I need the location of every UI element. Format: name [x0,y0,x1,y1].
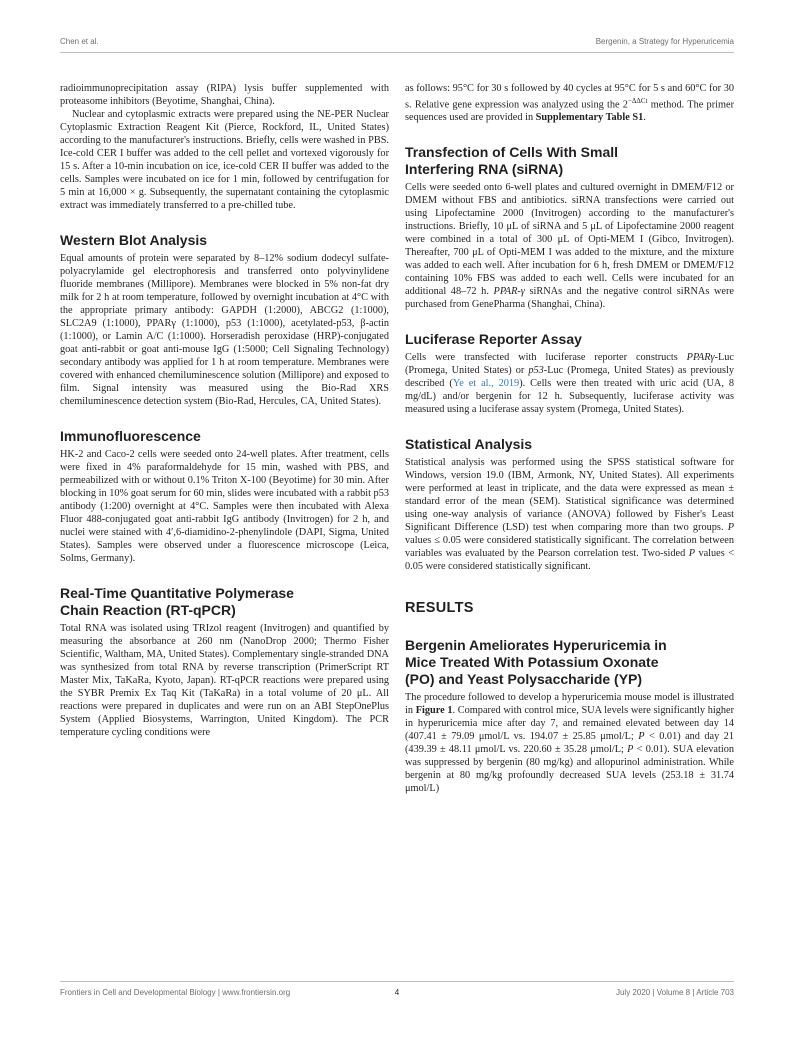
italic-gene: PPARγ [686,352,715,364]
text-run: < 0.01) and day 21 (439.39 ± 48.11 μmol/L vs. 220.60 ± 35.28 μmol/L; [405,731,734,756]
paragraph-statistical-analysis [405,456,734,573]
text-run: < 0.01). SUA elevation was suppressed by bergenin (80 mg/kg) and allopurinol administration. While bergenin at 80 mg/kg profoundly decreased SUA levels (253.18 ± 31.74 μmol/L) [405,744,734,795]
footer-divider [60,981,734,982]
text-run: The procedure followed to develop a hyperuricemia mouse model is illustrated in [405,692,734,717]
running-header [60,37,734,51]
paragraph-rt-qpcr: Total RNA was isolated using TRIzol reagent (Invitrogen) and quantified by measuring the absorbance at 260 nm (NanoDrop 2000; Thermo Fisher Scientific, Waltham, MA, United States). Complementary single-stranded DNA was synthesized from total RNA by reverse transcription (PrimerScript RT Master Mix, TaKaRa, Kyoto, Japan). RT-qPCR reactions were prepared using the SYBR Premix Ex Taq Kit (TaKaRa) in a total volume of 20 μL. All reactions were prepared in duplicates and were run on an ABI StepOnePlus System (Applied Biosystems, Warrington, United Kingdom). The PCR temperature cycling conditions were [60,623,389,738]
heading-sirna-line-2: Interfering RNA (siRNA) [405,161,564,178]
text-run: values ≤ 0.05 were considered statistically significant. The correlation between variables was evaluated by the Pearson correlation test. Two-sided [405,535,734,560]
link-supplementary-table[interactable]: Supplementary Table S1 [535,112,644,124]
header-short-title: Bergenin, a Strategy for Hyperuricemia [595,37,734,46]
footer-page-number: 4 [394,988,400,997]
heading-bergenin-line-2: Mice Treated With Potassium Oxonate [405,654,659,671]
paragraph-luciferase [405,351,734,416]
text-run: -Luc (Promega, United States) as previously described ( [405,365,734,390]
heading-luciferase: Luciferase Reporter Assay [405,331,582,348]
paragraph-bergenin-results [405,691,734,795]
text-run: Cells were transfected with luciferase reporter constructs [405,352,687,364]
heading-statistical-analysis: Statistical Analysis [405,436,533,453]
paragraph-pcr-continued [405,82,734,124]
heading-bergenin-hyperuricemia [405,637,734,688]
heading-results: RESULTS [405,600,474,617]
italic-p: P [688,548,695,560]
heading-bergenin-line-1: Bergenin Ameliorates Hyperuricemia in [405,637,667,654]
heading-immunofluorescence: Immunofluorescence [60,428,201,444]
right-column [405,82,734,795]
paragraph-western-blot: Equal amounts of protein were separated by 8–12% sodium dodecyl sulfate-polyacrylamide gel electrophoresis and transferred onto polyvinylidene fluoride membranes (Millipore). Membranes were blocked in 5% non-fat dry milk for 2 h at room temperature, followed by overnight incubation at 4°C with the appropriate primary antibody: GAPDH (1:2000), ABCG2 (1:1000), SLC2A9 (1:1000), PPARγ (1:1000), p53 (1:1000), acetylated-p53, β-actin (1:1000), or Lamin A/C (1:1000). Horseradish peroxidase (HRP)-conjugated goat anti-rabbit or goat anti-mouse IgG (1:5000; Cell Signaling Technology) secondary antibody was applied for 1 h at room temperature. Membranes were covered with enhanced chemiluminescence solution (Millipore) and exposed to film. Signal intensity was measured using the Bio-Rad XRS chemiluminescence detection system (Bio-Rad, Hercules, CA, United States). [60,253,389,407]
text-run: siRNAs and the negative control siRNAs were purchased from GenePharma (Shanghai, China). [405,286,734,311]
heading-sirna-line-1: Transfection of Cells With Small [405,144,619,161]
text-run: Cells were seeded onto 6-well plates and cultured overnight in DMEM/F12 or DMEM without FBS and antibiotics. siRNA transfections were carried out using Lipofectamine 2000 (Invitrogen) according to the manufacturer's instructions. Briefly, 10 μL of siRNA and 5 μL of Lipofectamine 2000 reagent were combined in a total of 300 μL of Opti-MEM I (Gibco, Invitrogen). Thereafter, 700 μL of Opti-MEM I was added to the mixture, and the mixture was added to each well. After incubation for 6 h, fresh DMEM or DMEM/F12 containing 10% FBS was added to each well. Cells were incubated for an additional 48–72 h. [405,182,734,298]
superscript-ddct: −ΔΔCt [627,97,648,105]
text-run: . Compared with control mice, SUA levels were significantly higher in hyperuricemia mice after day 7, and remained elevated between day 14 (407.41 ± 79.09 μmol/L vs. 194.07 ± 25.85 μmol/L; [405,705,734,743]
heading-rt-qpcr-line-2: Chain Reaction (RT-qPCR) [60,602,236,618]
header-authors: Chen et al. [60,37,99,46]
header-divider [60,52,734,53]
text-run: method. The primer sequences used are provided in [405,99,735,124]
italic-p: P [727,522,734,534]
footer-issue: July 2020 | Volume 8 | Article 703 [615,988,734,997]
paragraph-ripa: radioimmunoprecipitation assay (RIPA) lysis buffer supplemented with proteasome inhibitors (Beyotime, Shanghai, China). [60,83,389,107]
text-run: -Luc (Promega, United States) or [405,352,734,377]
italic-p: P [627,744,634,756]
footer-journal[interactable]: Frontiers in Cell and Developmental Biology | www.frontiersin.org [60,988,291,997]
italic-p: P [638,731,645,743]
heading-rt-qpcr [60,585,389,619]
text-run: . [643,112,646,124]
italic-gene: PPAR-γ [493,286,525,298]
heading-bergenin-line-3: (PO) and Yeast Polysaccharide (YP) [405,671,643,688]
text-run: values < 0.05 were considered statistically significant. [405,548,734,573]
paragraph-immunofluorescence: HK-2 and Caco-2 cells were seeded onto 24-well plates. After treatment, cells were fixed in 4% paraformaldehyde for 15 min, washed with PBS, and permeabilized with or without 0.1% Triton X-100 (Beyotime) for 30 min. After blocking in 10% goat serum for 60 min, slides were incubated with a rabbit p53 antibody (1:200) overnight at 4°C. Samples were then incubated with Alexa Fluor 488-conjugated goat anti-rabbit IgG antibody (Invitrogen) for 2 h, and nuclei were stained with 4′,6-diamidino-2-phenylindole (DAPI, Sigma, United States). Samples were observed under a fluorescence microscope (Leica, Solms, Germany). [60,449,389,564]
paragraph-nuclear-extract: Nuclear and cytoplasmic extracts were prepared using the NE-PER Nuclear Cytoplasmic Extraction Reagent Kit (Pierce, Rockford, IL, United States) according to the manufacturer's instructions. Briefly, cells were washed in PBS. Ice-cold CER I buffer was added to the cell pellet and vortexed vigorously for 15 s. After a 10-min incubation on ice, ice-cold CER II buffer was added to the cells. Samples were incubated on ice for 1 min, followed by centrifugation for 5 min at 16,000 × g. Subsequently, the supernatant containing the cytoplasmic extract was immediately transferred to a pre-chilled tube. [60,109,389,211]
text-run: ). Cells were then treated with uric acid (UA, 8 mg/dL) and/or bergenin for 12 h. Subsequently, luciferase activity was measured using a luciferase assay system (Promega, United States). [405,378,734,416]
citation-link[interactable]: Ye et al., 2019 [452,378,520,390]
heading-sirna [405,144,734,178]
heading-rt-qpcr-line-1: Real-Time Quantitative Polymerase [60,585,294,601]
text-run: Statistical analysis was performed using the SPSS statistical software for Windows, version 19.0 (IBM, Armonk, NY, United States). All experiments were performed at least in triplicate, and the data were expressed as mean ± standard error of the mean (SEM). Statistical significance was determined using one-way analysis of variance (ANOVA) followed by Fisher's Least Significant Difference (LSD) test when comparing more than two groups. [405,457,734,534]
paragraph-sirna [405,181,734,311]
text-run: as follows: 95°C for 30 s followed by 40 cycles at 95°C for 5 s and 60°C for 30 s. Relative gene expression was analyzed using the 2 [405,83,734,111]
running-footer [60,988,734,1002]
left-column [60,82,389,739]
heading-western-blot: Western Blot Analysis [60,232,208,248]
italic-gene: p53 [528,365,544,377]
figure-reference[interactable]: Figure 1 [415,705,453,717]
